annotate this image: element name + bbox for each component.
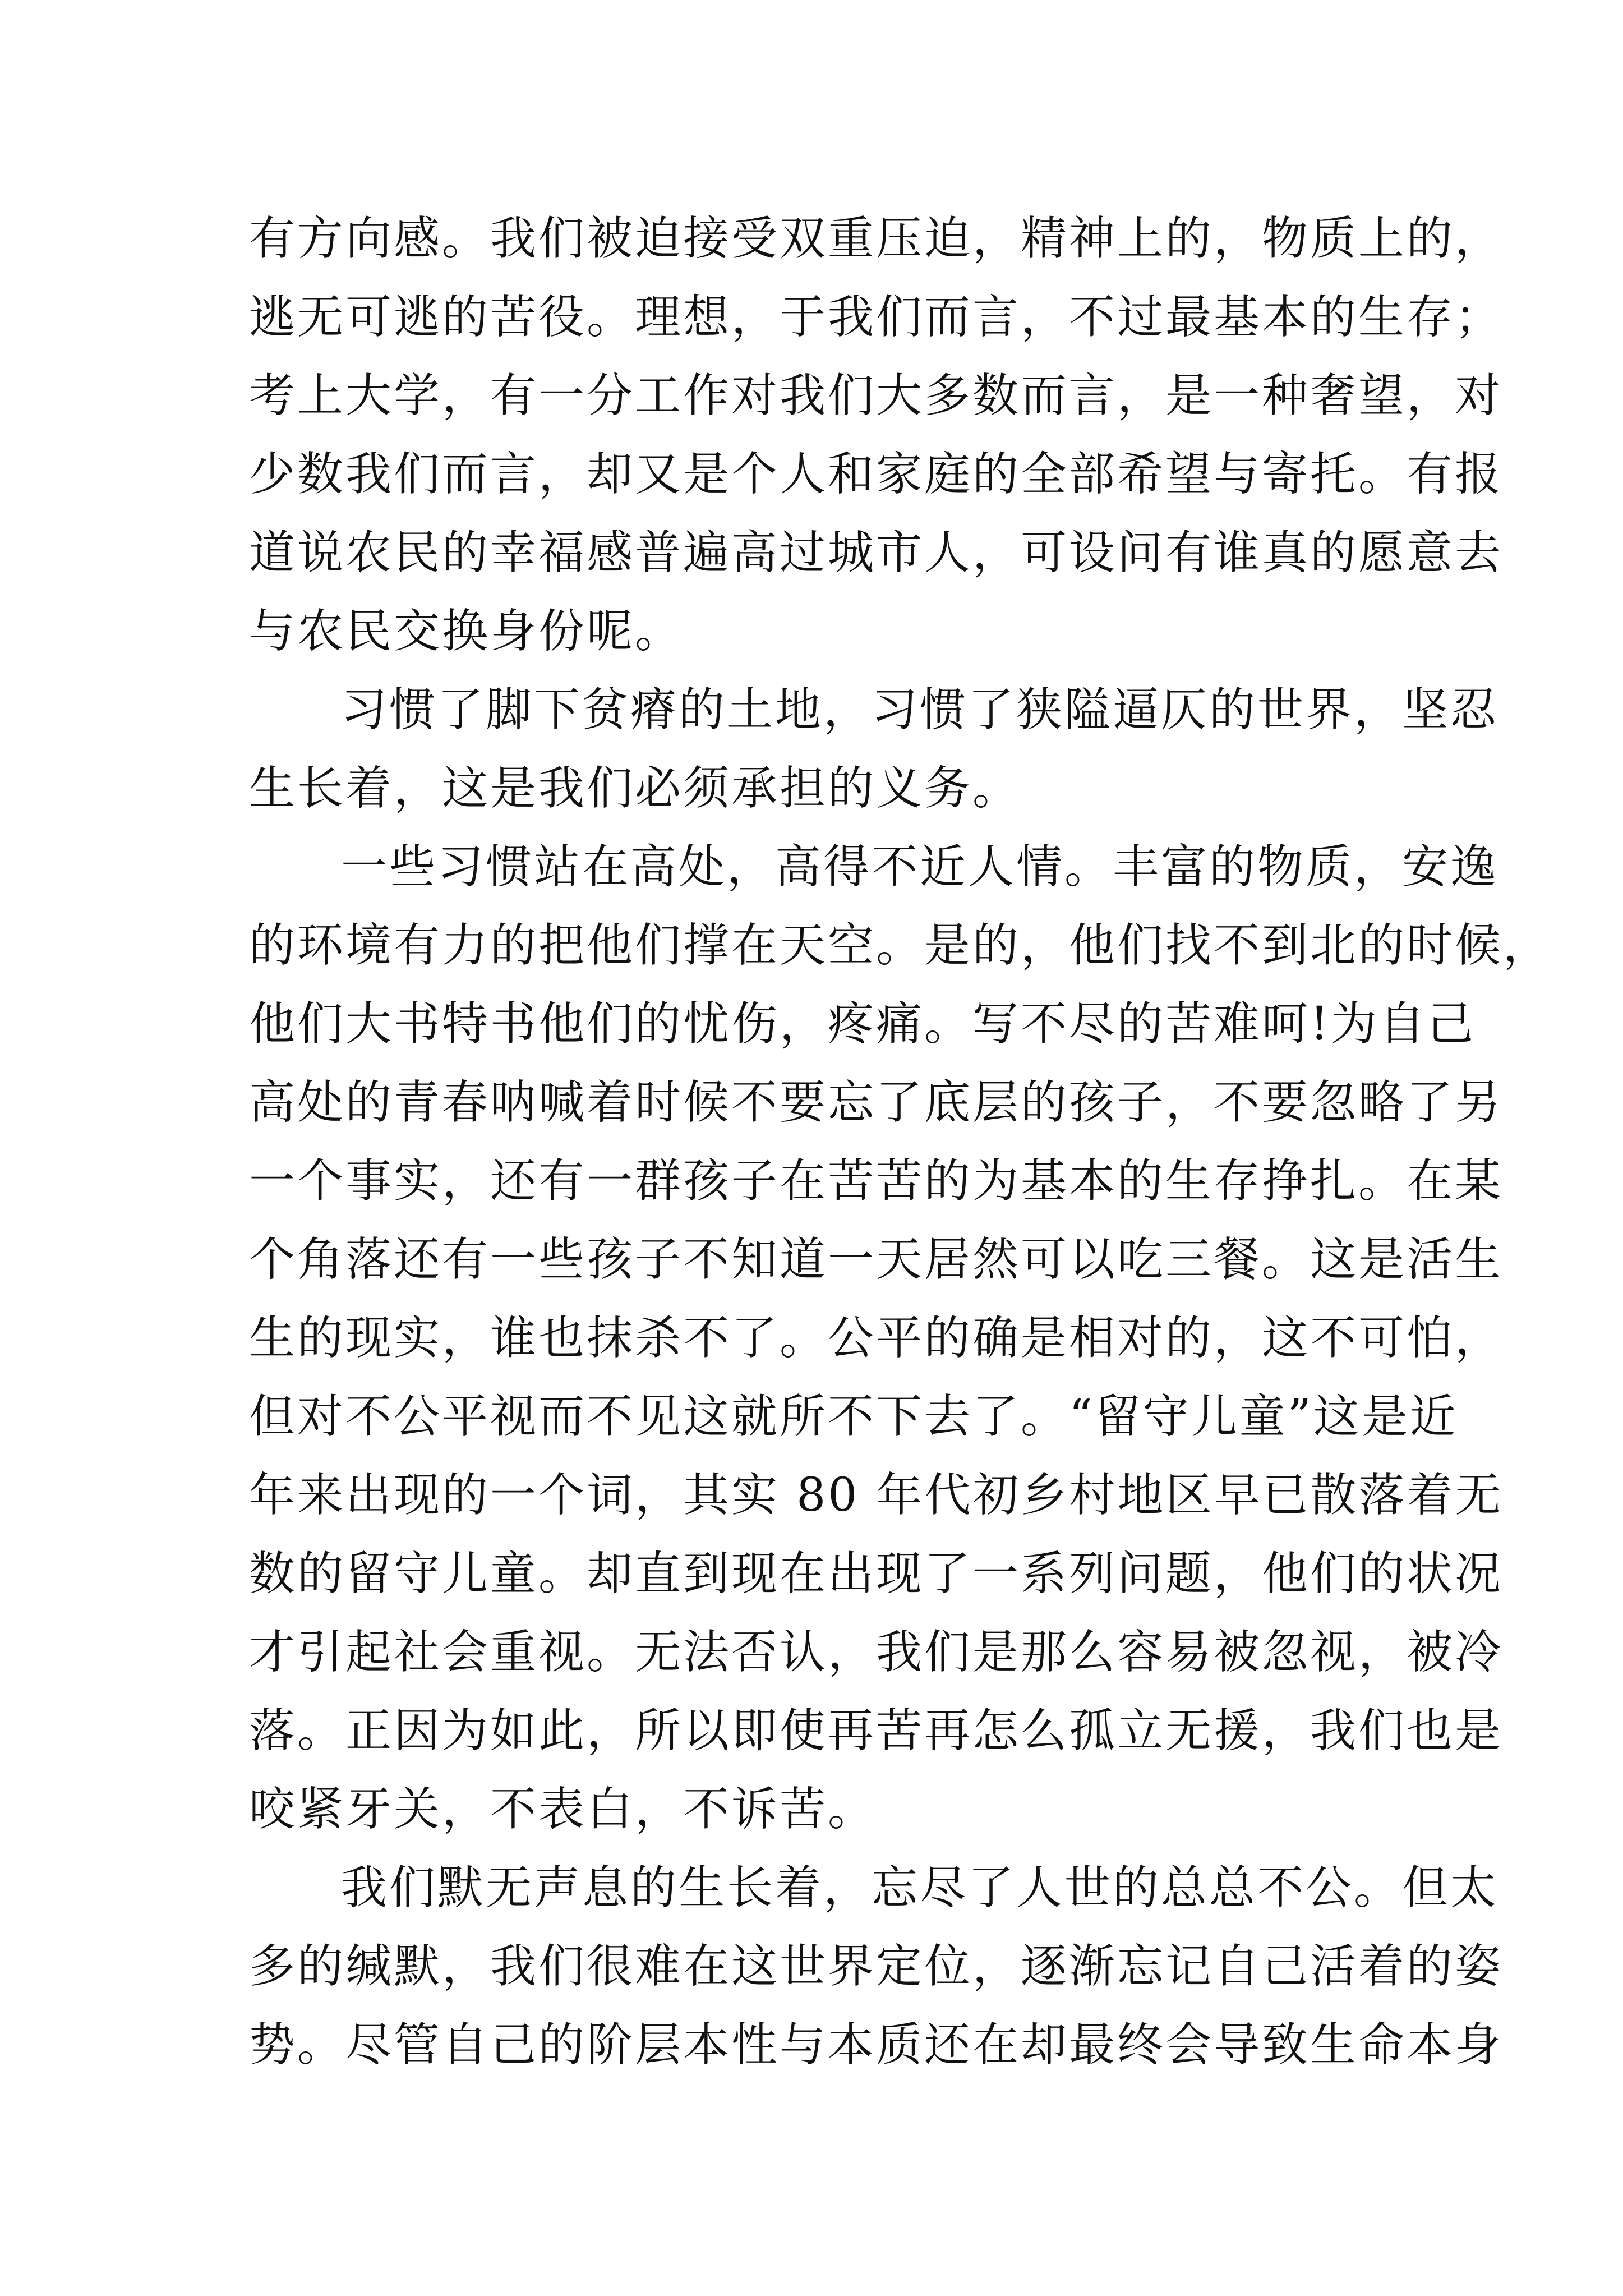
paragraph-first-line: 我们默无声息的生长着，忘尽了人世的总总不公。但太 — [341, 1861, 1499, 1915]
text-line: 少数我们而言，却又是个人和家庭的全部希望与寄托。有报 — [249, 448, 1504, 501]
paragraph-first-line: 一些习惯站在高处，高得不近人情。丰富的物质，安逸 — [341, 840, 1499, 894]
text-line: 个角落还有一些孩子不知道一天居然可以吃三餐。这是活生 — [249, 1233, 1504, 1286]
text-line: 有方向感。我们被迫接受双重压迫，精神上的，物质上的， — [249, 212, 1504, 265]
text-line: 道说农民的幸福感普遍高过城市人，可设问有谁真的愿意去 — [249, 526, 1504, 579]
text-line: 势。尽管自己的阶层本性与本质还在却最终会导致生命本身 — [249, 2018, 1504, 2072]
text-line: 考上大学，有一分工作对我们大多数而言，是一种奢望，对 — [249, 369, 1504, 422]
text-line: 数的留守儿童。却直到现在出现了一系列问题，他们的状况 — [249, 1547, 1504, 1600]
text-line: 咬紧牙关，不表白，不诉苦。 — [249, 1783, 877, 1836]
text-line: 但对不公平视而不见这就所不下去了。“留守儿童”这是近 — [249, 1390, 1458, 1443]
text-line: 年来出现的一个词，其实 80 年代初乡村地区早已散落着无 — [249, 1469, 1504, 1522]
text-line: 他们大书特书他们的忧伤，疼痛。写不尽的苦难呵!为自己 — [249, 997, 1476, 1051]
text-line: 与农民交换身份呢。 — [249, 605, 684, 658]
text-line: 的环境有力的把他们撑在天空。是的，他们找不到北的时候， — [249, 919, 1552, 972]
body-text — [249, 200, 1552, 2085]
text-line: 逃无可逃的苦役。理想，于我们而言，不过最基本的生存； — [249, 291, 1504, 344]
text-line: 一个事实，还有一群孩子在苦苦的为基本的生存挣扎。在某 — [249, 1154, 1504, 1208]
text-line: 生的现实，谁也抹杀不了。公平的确是相对的，这不可怕， — [249, 1312, 1504, 1365]
text-line: 高处的青春呐喊着时候不要忘了底层的孩子，不要忽略了另 — [249, 1076, 1504, 1129]
text-line: 多的缄默，我们很难在这世界定位，逐渐忘记自己活着的姿 — [249, 1940, 1504, 1993]
paragraph-first-line: 习惯了脚下贫瘠的土地，习惯了狭隘逼仄的世界，坚忍 — [341, 683, 1499, 737]
text-line: 落。正因为如此，所以即使再苦再怎么孤立无援，我们也是 — [249, 1704, 1504, 1757]
text-line: 才引起社会重视。无法否认，我们是那么容易被忽视，被冷 — [249, 1626, 1504, 1679]
text-line: 生长着，这是我们必须承担的义务。 — [249, 762, 1021, 815]
